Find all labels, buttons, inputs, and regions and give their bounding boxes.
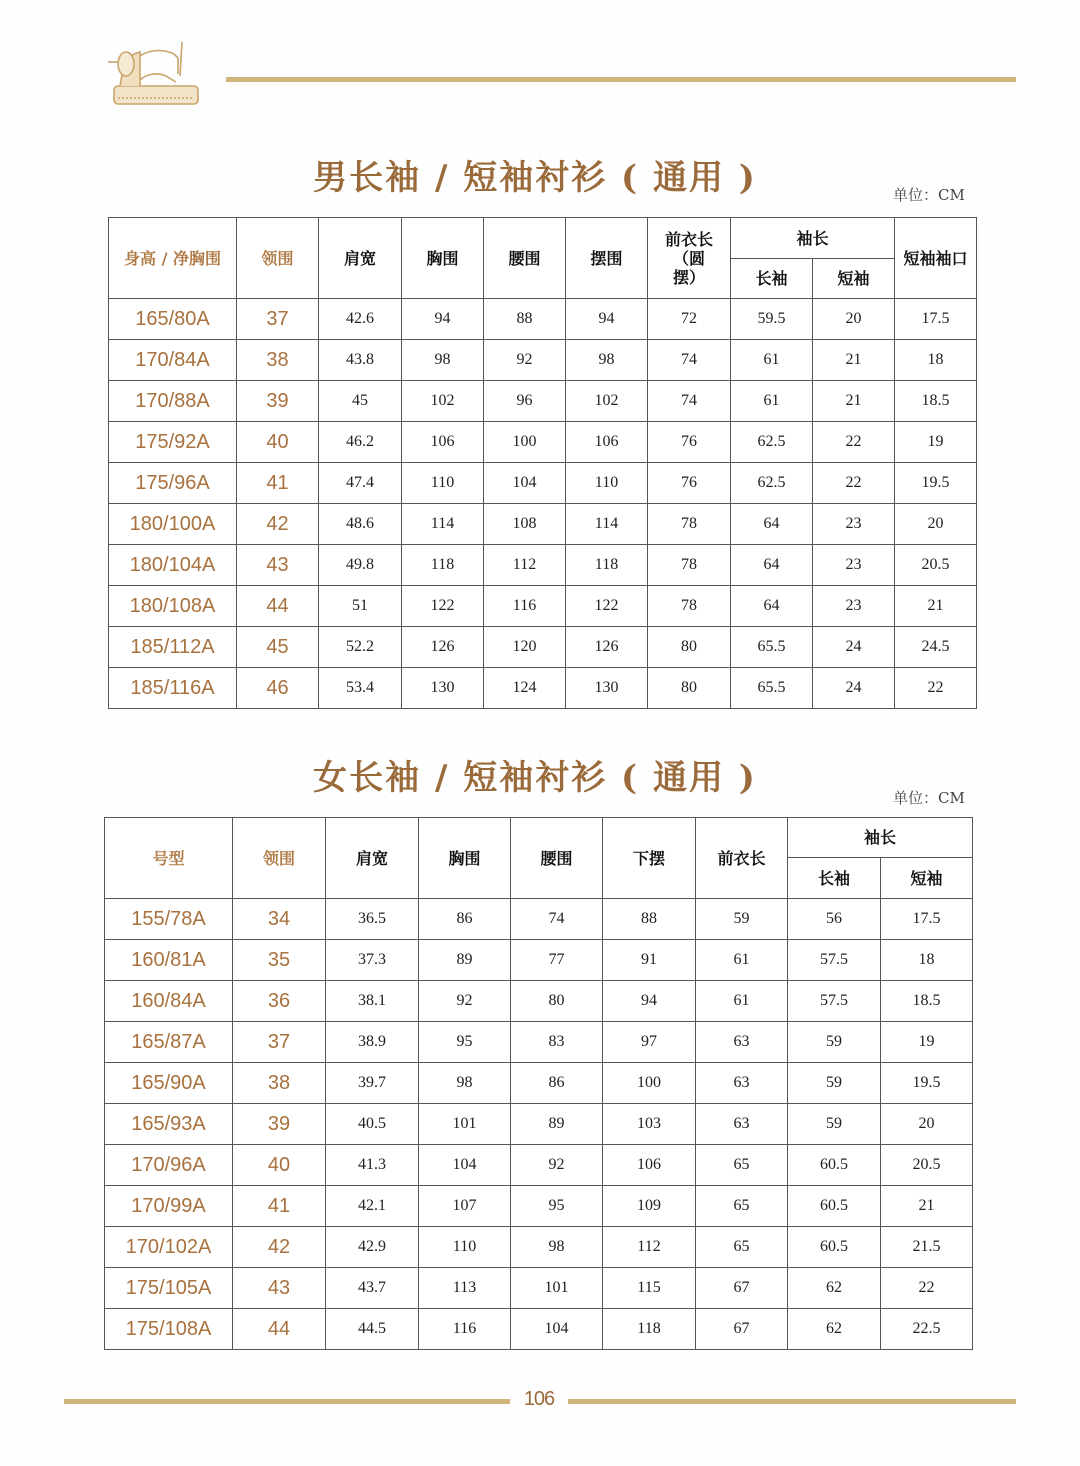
col-header-front-length: 前衣长 <box>696 818 788 899</box>
cell-size: 170/102A <box>105 1227 233 1268</box>
cell-short: 20 <box>813 299 895 340</box>
col-header-shoulder: 肩宽 <box>326 818 419 899</box>
cell-shoulder: 42.9 <box>326 1227 419 1268</box>
cell-collar: 39 <box>237 381 319 422</box>
table-row <box>109 381 977 422</box>
cell-short: 19 <box>881 1022 973 1063</box>
cell-size: 175/105A <box>105 1268 233 1309</box>
col-header-short-sleeve: 短袖 <box>881 858 973 899</box>
cell-hem: 100 <box>603 1063 696 1104</box>
cell-short: 24 <box>813 627 895 668</box>
cell-waist: 100 <box>484 422 566 463</box>
cell-shoulder: 51 <box>319 586 402 627</box>
cell-collar: 40 <box>233 1145 326 1186</box>
cell-waist: 104 <box>484 463 566 504</box>
col-header-front-length: 前衣长（圆摆） <box>648 218 731 299</box>
cell-waist: 83 <box>511 1022 603 1063</box>
table-row <box>105 1145 973 1186</box>
table-row <box>109 299 977 340</box>
col-header-chest: 胸围 <box>402 218 484 299</box>
cell-front: 67 <box>696 1309 788 1350</box>
col-header-waist: 腰围 <box>484 218 566 299</box>
cell-cuff: 19 <box>895 422 977 463</box>
cell-collar: 37 <box>233 1022 326 1063</box>
cell-short: 22.5 <box>881 1309 973 1350</box>
cell-collar: 46 <box>237 668 319 709</box>
cell-shoulder: 37.3 <box>326 940 419 981</box>
cell-long: 61 <box>731 381 813 422</box>
cell-front: 74 <box>648 381 731 422</box>
cell-long: 64 <box>731 545 813 586</box>
cell-hem: 94 <box>603 981 696 1022</box>
cell-chest: 106 <box>402 422 484 463</box>
cell-chest: 110 <box>402 463 484 504</box>
cell-waist: 124 <box>484 668 566 709</box>
cell-front: 72 <box>648 299 731 340</box>
cell-collar: 40 <box>237 422 319 463</box>
cell-long: 60.5 <box>788 1186 881 1227</box>
cell-hem: 98 <box>566 340 648 381</box>
cell-cuff: 24.5 <box>895 627 977 668</box>
cell-front: 65 <box>696 1227 788 1268</box>
cell-chest: 113 <box>419 1268 511 1309</box>
cell-short: 18.5 <box>881 981 973 1022</box>
cell-hem: 126 <box>566 627 648 668</box>
cell-chest: 101 <box>419 1104 511 1145</box>
cell-size: 170/84A <box>109 340 237 381</box>
cell-collar: 44 <box>233 1309 326 1350</box>
cell-long: 59 <box>788 1104 881 1145</box>
cell-collar: 38 <box>233 1063 326 1104</box>
cell-hem: 114 <box>566 504 648 545</box>
table-row <box>109 422 977 463</box>
cell-shoulder: 49.8 <box>319 545 402 586</box>
cell-waist: 92 <box>484 340 566 381</box>
cell-chest: 126 <box>402 627 484 668</box>
col-header-short-sleeve: 短袖 <box>813 259 895 299</box>
cell-chest: 114 <box>402 504 484 545</box>
col-header-long-sleeve: 长袖 <box>788 858 881 899</box>
cell-waist: 86 <box>511 1063 603 1104</box>
cell-shoulder: 53.4 <box>319 668 402 709</box>
cell-front: 80 <box>648 668 731 709</box>
cell-hem: 91 <box>603 940 696 981</box>
women-table-title: 女长袖 / 短袖衬衫 ( 通用 ) <box>313 758 757 798</box>
cell-chest: 122 <box>402 586 484 627</box>
cell-hem: 106 <box>603 1145 696 1186</box>
col-header-size: 号型 <box>105 818 233 899</box>
cell-hem: 106 <box>566 422 648 463</box>
cell-collar: 37 <box>237 299 319 340</box>
cell-shoulder: 38.1 <box>326 981 419 1022</box>
cell-waist: 120 <box>484 627 566 668</box>
cell-collar: 41 <box>233 1186 326 1227</box>
cell-chest: 107 <box>419 1186 511 1227</box>
cell-cuff: 18 <box>895 340 977 381</box>
cell-front: 78 <box>648 586 731 627</box>
cell-front: 76 <box>648 422 731 463</box>
cell-hem: 118 <box>603 1309 696 1350</box>
cell-waist: 116 <box>484 586 566 627</box>
cell-front: 78 <box>648 545 731 586</box>
cell-hem: 97 <box>603 1022 696 1063</box>
cell-size: 175/96A <box>109 463 237 504</box>
cell-collar: 45 <box>237 627 319 668</box>
cell-chest: 118 <box>402 545 484 586</box>
cell-shoulder: 36.5 <box>326 899 419 940</box>
table-row <box>105 1186 973 1227</box>
cell-front: 61 <box>696 940 788 981</box>
col-header-short-cuff: 短袖袖口 <box>895 218 977 299</box>
men-size-table <box>108 217 977 709</box>
cell-short: 19.5 <box>881 1063 973 1104</box>
col-header-hem: 摆围 <box>566 218 648 299</box>
cell-size: 165/87A <box>105 1022 233 1063</box>
cell-hem: 88 <box>603 899 696 940</box>
cell-front: 65 <box>696 1186 788 1227</box>
men-table-title: 男长袖 / 短袖衬衫 ( 通用 ) <box>313 158 757 198</box>
cell-front: 63 <box>696 1063 788 1104</box>
cell-front: 63 <box>696 1104 788 1145</box>
cell-waist: 95 <box>511 1186 603 1227</box>
cell-shoulder: 52.2 <box>319 627 402 668</box>
cell-size: 170/88A <box>109 381 237 422</box>
cell-waist: 77 <box>511 940 603 981</box>
cell-shoulder: 42.1 <box>326 1186 419 1227</box>
table-row <box>109 463 977 504</box>
table-row <box>109 504 977 545</box>
cell-shoulder: 41.3 <box>326 1145 419 1186</box>
cell-shoulder: 44.5 <box>326 1309 419 1350</box>
table-row <box>105 1104 973 1145</box>
table-row <box>109 586 977 627</box>
cell-front: 67 <box>696 1268 788 1309</box>
cell-front: 63 <box>696 1022 788 1063</box>
cell-front: 78 <box>648 504 731 545</box>
cell-size: 170/99A <box>105 1186 233 1227</box>
women-unit-label: 单位：CM <box>893 789 965 807</box>
table-row <box>105 1309 973 1350</box>
cell-front: 80 <box>648 627 731 668</box>
cell-cuff: 20.5 <box>895 545 977 586</box>
cell-chest: 98 <box>402 340 484 381</box>
cell-long: 62 <box>788 1309 881 1350</box>
cell-chest: 110 <box>419 1227 511 1268</box>
table-row <box>105 981 973 1022</box>
cell-cuff: 18.5 <box>895 381 977 422</box>
cell-short: 22 <box>813 463 895 504</box>
cell-short: 20 <box>881 1104 973 1145</box>
cell-collar: 36 <box>233 981 326 1022</box>
cell-chest: 116 <box>419 1309 511 1350</box>
cell-collar: 41 <box>237 463 319 504</box>
table-row <box>105 940 973 981</box>
cell-hem: 102 <box>566 381 648 422</box>
cell-short: 22 <box>813 422 895 463</box>
cell-collar: 42 <box>233 1227 326 1268</box>
cell-hem: 112 <box>603 1227 696 1268</box>
cell-cuff: 20 <box>895 504 977 545</box>
cell-shoulder: 40.5 <box>326 1104 419 1145</box>
cell-short: 21.5 <box>881 1227 973 1268</box>
cell-waist: 108 <box>484 504 566 545</box>
cell-short: 21 <box>813 381 895 422</box>
cell-cuff: 21 <box>895 586 977 627</box>
cell-short: 23 <box>813 586 895 627</box>
col-header-size: 身高 / 净胸围 <box>109 218 237 299</box>
col-header-collar: 领围 <box>233 818 326 899</box>
cell-waist: 92 <box>511 1145 603 1186</box>
cell-front: 76 <box>648 463 731 504</box>
cell-chest: 130 <box>402 668 484 709</box>
cell-size: 180/100A <box>109 504 237 545</box>
cell-long: 57.5 <box>788 981 881 1022</box>
cell-long: 59 <box>788 1022 881 1063</box>
cell-front: 74 <box>648 340 731 381</box>
cell-long: 56 <box>788 899 881 940</box>
cell-waist: 112 <box>484 545 566 586</box>
cell-chest: 89 <box>419 940 511 981</box>
cell-short: 23 <box>813 504 895 545</box>
cell-waist: 101 <box>511 1268 603 1309</box>
cell-size: 165/90A <box>105 1063 233 1104</box>
cell-front: 65 <box>696 1145 788 1186</box>
table-row <box>109 340 977 381</box>
col-header-hem: 下摆 <box>603 818 696 899</box>
cell-long: 62.5 <box>731 463 813 504</box>
table-row <box>105 1022 973 1063</box>
cell-waist: 104 <box>511 1309 603 1350</box>
men-unit-label: 单位：CM <box>893 186 965 204</box>
table-row <box>105 899 973 940</box>
cell-front: 59 <box>696 899 788 940</box>
cell-waist: 80 <box>511 981 603 1022</box>
cell-size: 160/81A <box>105 940 233 981</box>
cell-front: 61 <box>696 981 788 1022</box>
cell-long: 64 <box>731 504 813 545</box>
cell-waist: 96 <box>484 381 566 422</box>
cell-collar: 43 <box>237 545 319 586</box>
footer-divider-right <box>568 1399 1016 1404</box>
cell-shoulder: 39.7 <box>326 1063 419 1104</box>
cell-collar: 42 <box>237 504 319 545</box>
cell-collar: 44 <box>237 586 319 627</box>
cell-hem: 109 <box>603 1186 696 1227</box>
cell-shoulder: 43.7 <box>326 1268 419 1309</box>
cell-shoulder: 47.4 <box>319 463 402 504</box>
cell-shoulder: 46.2 <box>319 422 402 463</box>
cell-shoulder: 38.9 <box>326 1022 419 1063</box>
table-row <box>105 1227 973 1268</box>
cell-waist: 89 <box>511 1104 603 1145</box>
cell-short: 24 <box>813 668 895 709</box>
cell-long: 59.5 <box>731 299 813 340</box>
cell-long: 64 <box>731 586 813 627</box>
cell-size: 180/108A <box>109 586 237 627</box>
cell-cuff: 22 <box>895 668 977 709</box>
sewing-machine-icon <box>100 36 200 108</box>
cell-hem: 115 <box>603 1268 696 1309</box>
cell-long: 62.5 <box>731 422 813 463</box>
cell-size: 165/93A <box>105 1104 233 1145</box>
cell-short: 21 <box>881 1186 973 1227</box>
cell-short: 23 <box>813 545 895 586</box>
cell-chest: 98 <box>419 1063 511 1104</box>
cell-short: 17.5 <box>881 899 973 940</box>
cell-shoulder: 43.8 <box>319 340 402 381</box>
col-header-collar: 领围 <box>237 218 319 299</box>
cell-shoulder: 42.6 <box>319 299 402 340</box>
cell-short: 20.5 <box>881 1145 973 1186</box>
header-divider <box>226 77 1016 82</box>
cell-size: 170/96A <box>105 1145 233 1186</box>
cell-long: 57.5 <box>788 940 881 981</box>
col-header-chest: 胸围 <box>419 818 511 899</box>
cell-chest: 92 <box>419 981 511 1022</box>
cell-long: 60.5 <box>788 1145 881 1186</box>
cell-short: 22 <box>881 1268 973 1309</box>
col-header-sleeve-length: 袖长 <box>788 818 973 858</box>
cell-waist: 98 <box>511 1227 603 1268</box>
cell-chest: 102 <box>402 381 484 422</box>
cell-short: 18 <box>881 940 973 981</box>
col-header-shoulder: 肩宽 <box>319 218 402 299</box>
cell-long: 65.5 <box>731 668 813 709</box>
cell-hem: 130 <box>566 668 648 709</box>
cell-long: 65.5 <box>731 627 813 668</box>
cell-waist: 88 <box>484 299 566 340</box>
cell-collar: 34 <box>233 899 326 940</box>
women-size-table <box>104 817 973 1350</box>
cell-size: 185/112A <box>109 627 237 668</box>
cell-collar: 35 <box>233 940 326 981</box>
cell-size: 180/104A <box>109 545 237 586</box>
cell-cuff: 17.5 <box>895 299 977 340</box>
cell-hem: 110 <box>566 463 648 504</box>
cell-waist: 74 <box>511 899 603 940</box>
cell-hem: 103 <box>603 1104 696 1145</box>
cell-hem: 94 <box>566 299 648 340</box>
cell-size: 185/116A <box>109 668 237 709</box>
table-row <box>109 668 977 709</box>
cell-chest: 86 <box>419 899 511 940</box>
cell-cuff: 19.5 <box>895 463 977 504</box>
cell-collar: 39 <box>233 1104 326 1145</box>
col-header-sleeve-length: 袖长 <box>731 218 895 259</box>
cell-long: 59 <box>788 1063 881 1104</box>
cell-size: 175/108A <box>105 1309 233 1350</box>
cell-collar: 38 <box>237 340 319 381</box>
table-row <box>105 1268 973 1309</box>
page-number: 106 <box>523 1388 555 1410</box>
cell-chest: 94 <box>402 299 484 340</box>
cell-shoulder: 48.6 <box>319 504 402 545</box>
cell-shoulder: 45 <box>319 381 402 422</box>
cell-short: 21 <box>813 340 895 381</box>
cell-size: 155/78A <box>105 899 233 940</box>
cell-long: 60.5 <box>788 1227 881 1268</box>
cell-size: 165/80A <box>109 299 237 340</box>
cell-collar: 43 <box>233 1268 326 1309</box>
table-row <box>109 627 977 668</box>
footer-divider-left <box>64 1399 510 1404</box>
cell-hem: 118 <box>566 545 648 586</box>
cell-size: 175/92A <box>109 422 237 463</box>
cell-long: 61 <box>731 340 813 381</box>
cell-chest: 104 <box>419 1145 511 1186</box>
table-row <box>105 1063 973 1104</box>
col-header-waist: 腰围 <box>511 818 603 899</box>
cell-size: 160/84A <box>105 981 233 1022</box>
cell-long: 62 <box>788 1268 881 1309</box>
col-header-long-sleeve: 长袖 <box>731 259 813 299</box>
cell-chest: 95 <box>419 1022 511 1063</box>
cell-hem: 122 <box>566 586 648 627</box>
table-row <box>109 545 977 586</box>
